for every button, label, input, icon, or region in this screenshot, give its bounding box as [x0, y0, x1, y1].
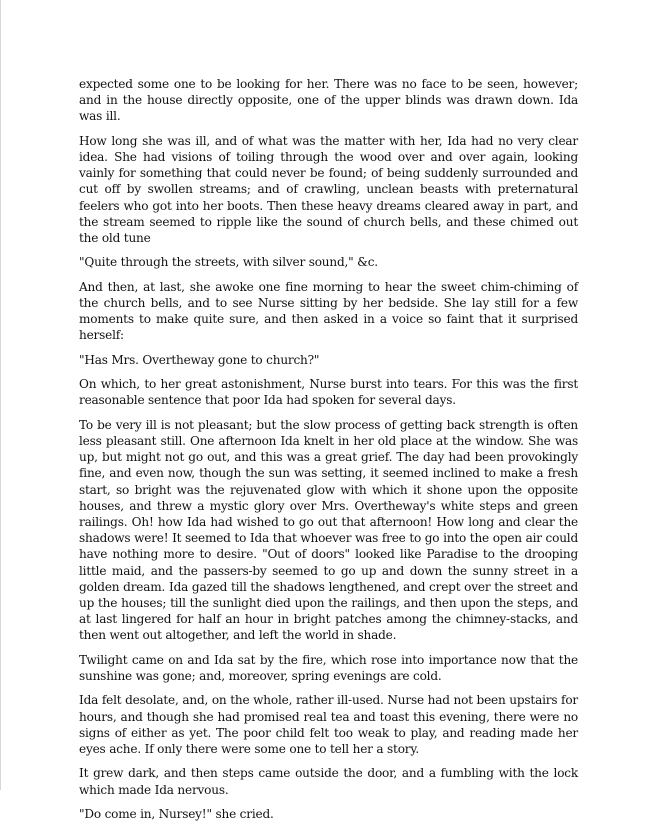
- paragraph-9: Ida felt desolate, and, on the whole, rather ill-used. Nurse had not been upstairs for hours, and though she had promised real tea and toast this evening, there were no signs of either as yet. The poor child felt too weak to play, and reading made her eyes ache. If only there were some one to tell her a story.: [79, 693, 578, 757]
- paragraph-8: Twilight came on and Ida sat by the fire, which rose into importance now that the sunshine was gone; and, moreover, spring evenings are cold.: [79, 652, 578, 684]
- paragraph-11: "Do come in, Nursey!" she cried.: [79, 807, 274, 821]
- paragraph-4: And then, at last, she awoke one fine morning to hear the sweet chim-chiming of the church bells, and to see Nurse sitting by her bedside. She lay still for a few moments to make quite sure, and then asked in a voice so faint that it surprised herself:: [79, 279, 578, 343]
- paragraph-1: expected some one to be looking for her. There was no face to be seen, however; and in the house directly opposite, one of the upper blinds was drawn down. Ida was ill.: [79, 77, 578, 124]
- paragraph-5: "Has Mrs. Overtheway gone to church?": [79, 352, 320, 367]
- paragraph-6: On which, to her great astonishment, Nurse burst into tears. For this was the first reasonable sentence that poor Ida had spoken for several days.: [79, 377, 578, 408]
- body-text: [79, 76, 578, 830]
- paragraph-2: How long she was ill, and of what was the matter with her, Ida had no very clear idea. She had visions of toiling through the wood over and over again, looking vainly for something that could never be found; of being suddenly surrounded and cut off by swollen streams; and of crawling, unclean beasts with preternatural feelers who got into her boots. Then these heavy dreams cleared away in part, and the stream seemed to ripple like the sound of church bells, and these chimed out the old tune: [79, 133, 578, 246]
- paragraph-10: It grew dark, and then steps came outside the door, and a fumbling with the lock which made Ida nervous.: [79, 766, 578, 797]
- paragraph-3: "Quite through the streets, with silver sound," &c.: [79, 255, 378, 270]
- paragraph-7: To be very ill is not pleasant; but the slow process of getting back strength is often less pleasant still. One afternoon Ida knelt in her old place at the window. She was up, but might not go out, and this was a great grief. The day had been provokingly fine, and even now, though the sun was setting, it seemed inclined to make a fresh start, so bright was the rejuvenated glow with which it shone upon the opposite houses, and threw a mystic glory over Mrs. Overtheway's white steps and green railings. Oh! how Ida had wished to go out that afternoon! How long and clear the shadows were! It seemed to Ida that whoever was free to go into the open air could have nothing more to desire. "Out of doors" looked like Paradise to the drooping little maid, and the passers-by seemed to go up and down the sunny street in a golden dream. Ida gazed till the shadows lengthened, and crept over the street and up the houses; till the sunlight died upon the railings, and then upon the steps, and at last lingered for half an hour in bright patches among the chimney-stacks, and then went out altogether, and left the world in shade.: [79, 417, 578, 643]
